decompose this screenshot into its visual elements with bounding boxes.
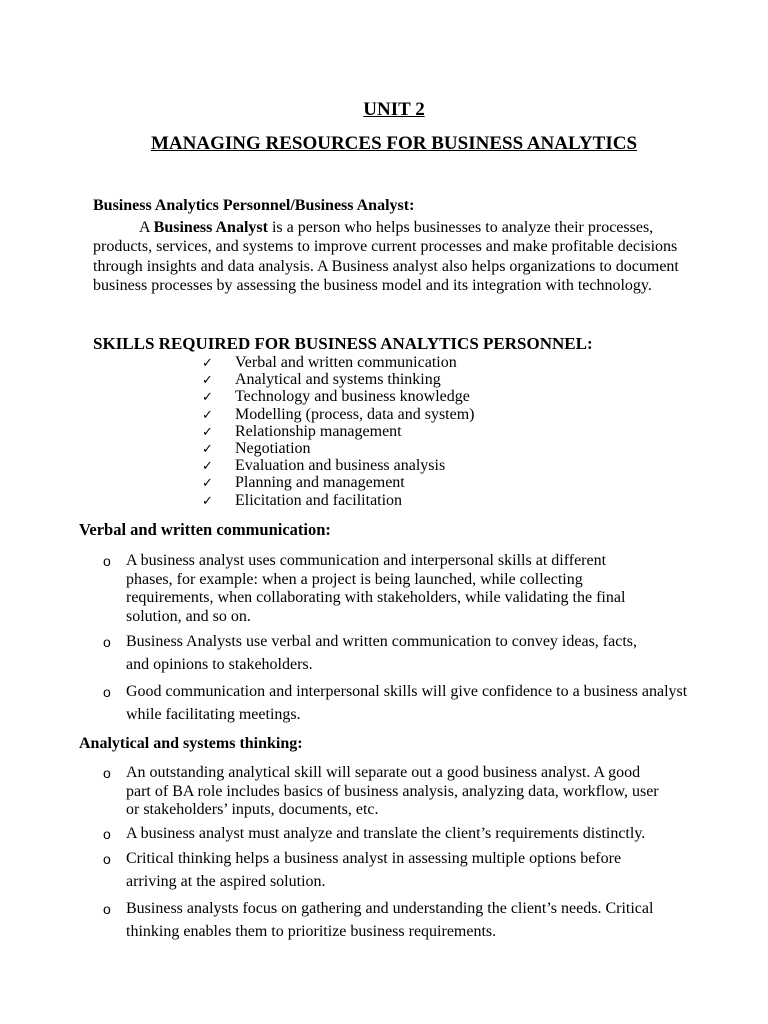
checkmark-icon: ✓	[202, 475, 213, 491]
bullet-text: A business analyst uses communication and interpersonal skills at different phases, for example: when a project is being launched, while collecting requirements, when collaborating with stakeholders, while validating the final solution, and so on.	[126, 552, 626, 625]
intro-body: is a person who helps businesses to analyze their processes, products, services, and systems to improve current processes and make profitable decisions through insights and data analysis. A Business analyst also helps organizations to document business processes by assessing the business model and its integration with technology.	[93, 219, 679, 294]
bullet-item	[103, 681, 726, 726]
checkmark-icon: ✓	[202, 372, 213, 388]
skill-item	[200, 388, 475, 405]
verbal-bullet-list	[103, 552, 688, 731]
skill-item	[200, 457, 475, 474]
checkmark-icon: ✓	[202, 423, 213, 439]
bullet-item	[103, 898, 706, 943]
unit-title: UNIT 2	[363, 99, 425, 120]
bullet-text: Critical thinking helps a business analyst in assessing multiple options before arriving at the aspired solution.	[126, 850, 622, 890]
checkmark-icon: ✓	[202, 440, 213, 456]
analytical-bullet-list	[103, 764, 663, 948]
skill-label: Technology and business knowledge	[235, 388, 470, 406]
bullet-marker: o	[103, 553, 111, 569]
bullet-text: Good communication and interpersonal skills will give confidence to a business analyst while facilitating meetings.	[126, 683, 688, 723]
skill-label: Planning and management	[235, 474, 405, 492]
skills-list	[200, 354, 475, 509]
bullet-marker: o	[103, 634, 111, 650]
page-title: MANAGING RESOURCES FOR BUSINESS ANALYTICS	[150, 133, 638, 154]
skill-label: Negotiation	[235, 439, 311, 457]
skill-label: Modelling (process, data and system)	[235, 405, 475, 423]
skill-label: Evaluation and business analysis	[235, 457, 446, 475]
skills-heading: SKILLS REQUIRED FOR BUSINESS ANALYTICS PERSONNEL:	[93, 334, 593, 353]
bullet-marker: o	[103, 825, 111, 842]
section-heading-analytical: Analytical and systems thinking:	[79, 735, 303, 752]
bullet-marker: o	[103, 765, 111, 781]
bullet-marker: o	[103, 851, 111, 867]
skill-item	[200, 354, 475, 371]
bullet-text: Business analysts focus on gathering and understanding the client’s needs. Critical thinking enables them to prioritize business requirements.	[126, 900, 654, 940]
section-heading-verbal: Verbal and written communication:	[79, 520, 331, 539]
bullet-text: Business Analysts use verbal and written communication to convey ideas, facts, and opinions to stakeholders.	[126, 633, 637, 673]
bullet-item	[103, 631, 646, 676]
checkmark-icon: ✓	[202, 355, 213, 370]
skill-item	[200, 371, 475, 388]
bullet-item	[103, 552, 643, 626]
checkmark-icon: ✓	[202, 389, 213, 405]
checkmark-icon: ✓	[202, 492, 213, 508]
skill-item	[200, 492, 475, 509]
skill-label: Elicitation and facilitation	[235, 491, 403, 509]
skill-item	[200, 440, 475, 457]
checkmark-icon: ✓	[202, 406, 213, 422]
skill-label: Relationship management	[235, 422, 402, 440]
skill-item	[200, 406, 475, 423]
intro-term: Business Analyst	[153, 219, 268, 236]
bullet-marker: o	[103, 901, 111, 917]
checkmark-icon: ✓	[202, 458, 213, 474]
intro-paragraph	[93, 218, 703, 295]
bullet-marker: o	[103, 684, 111, 700]
bullet-item	[103, 825, 706, 844]
skill-item	[200, 474, 475, 491]
bullet-item	[103, 764, 663, 820]
bullet-item	[103, 848, 666, 893]
skill-label: Verbal and written communication	[235, 354, 457, 371]
skill-label: Analytical and systems thinking	[235, 371, 441, 389]
skill-item	[200, 423, 475, 440]
bullet-text: An outstanding analytical skill will separate out a good business analyst. A good part of BA role includes basics of business analysis, analyzing data, workflow, user or stakeholders’ inputs, documents, etc.	[126, 764, 659, 818]
section-heading-business-analyst: Business Analytics Personnel/Business Analyst:	[93, 197, 415, 214]
bullet-text: A business analyst must analyze and translate the client’s requirements distinctly.	[126, 824, 646, 842]
intro-lead: A	[139, 219, 154, 236]
